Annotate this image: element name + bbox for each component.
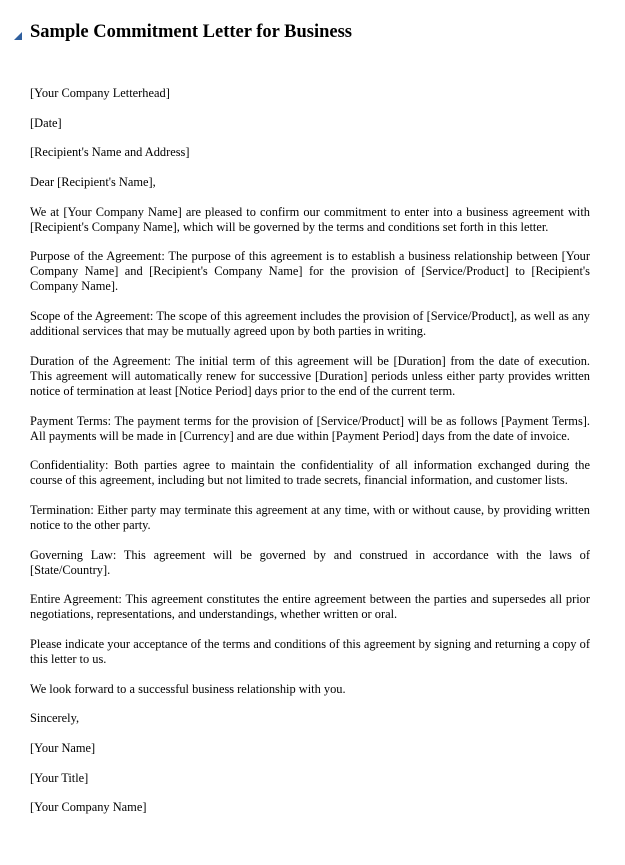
- duration-paragraph: Duration of the Agreement: The initial term of this agreement will be [Duration] from the date of execution. This agreement will automatically renew for successive [Duration] periods unless either party provides written notice of termination at least [Notice Period] days prior to the end of the current term.: [30, 353, 590, 398]
- collapse-triangle-icon[interactable]: [12, 25, 24, 37]
- collapse-triangle-icon-graphic: [12, 30, 24, 42]
- scope-paragraph: Scope of the Agreement: The scope of this agreement includes the provision of [Service/Product], as well as any additional services that may be mutually agreed upon by both parties in writing.: [30, 309, 590, 339]
- page-title: Sample Commitment Letter for Business: [30, 22, 353, 42]
- sender-title: [Your Title]: [30, 770, 89, 785]
- termination-paragraph: Termination: Either party may terminate this agreement at any time, with or without cause, by providing written notice to the other party.: [30, 502, 590, 532]
- sign-off: Sincerely,: [30, 711, 80, 726]
- purpose-paragraph: Purpose of the Agreement: The purpose of this agreement is to establish a business relationship between [Your Company Name] and [Recipient's Company Name] for the provision of [Service/Product] to [Recipient's Company Name].: [30, 249, 590, 294]
- letterhead-line: [Your Company Letterhead]: [30, 86, 170, 100]
- salutation: Dear [Recipient's Name],: [30, 175, 156, 190]
- intro-paragraph: We at [Your Company Name] are pleased to confirm our commitment to enter into a business agreement with [Recipient's Company Name], which will be governed by the terms and conditions set forth in this letter.: [30, 204, 590, 234]
- recipient-line: [Recipient's Name and Address]: [30, 145, 190, 160]
- sender-company: [Your Company Name]: [30, 800, 147, 815]
- governing-law-paragraph: Governing Law: This agreement will be governed by and construed in accordance with the laws of [State/Country].: [30, 547, 590, 577]
- closing-remark: We look forward to a successful business relationship with you.: [30, 681, 346, 696]
- date-line: [Date]: [30, 115, 62, 130]
- letter-body: [30, 86, 590, 830]
- acceptance-paragraph: Please indicate your acceptance of the terms and conditions of this agreement by signing and returning a copy of this letter to us.: [30, 636, 590, 666]
- sender-name: [Your Name]: [30, 741, 96, 755]
- entire-agreement-paragraph: Entire Agreement: This agreement constitutes the entire agreement between the parties and supersedes all prior negotiations, representations, and understandings, whether written or oral.: [30, 592, 590, 622]
- payment-paragraph: Payment Terms: The payment terms for the provision of [Service/Product] will be as follows [Payment Terms]. All payments will be made in [Currency] and are due within [Payment Period] days from the date of invoice.: [30, 413, 590, 443]
- confidentiality-paragraph: Confidentiality: Both parties agree to maintain the confidentiality of all information exchanged during the course of this agreement, including but not limited to trade secrets, financial information, and customer lists.: [30, 458, 590, 488]
- document-heading: [12, 20, 352, 44]
